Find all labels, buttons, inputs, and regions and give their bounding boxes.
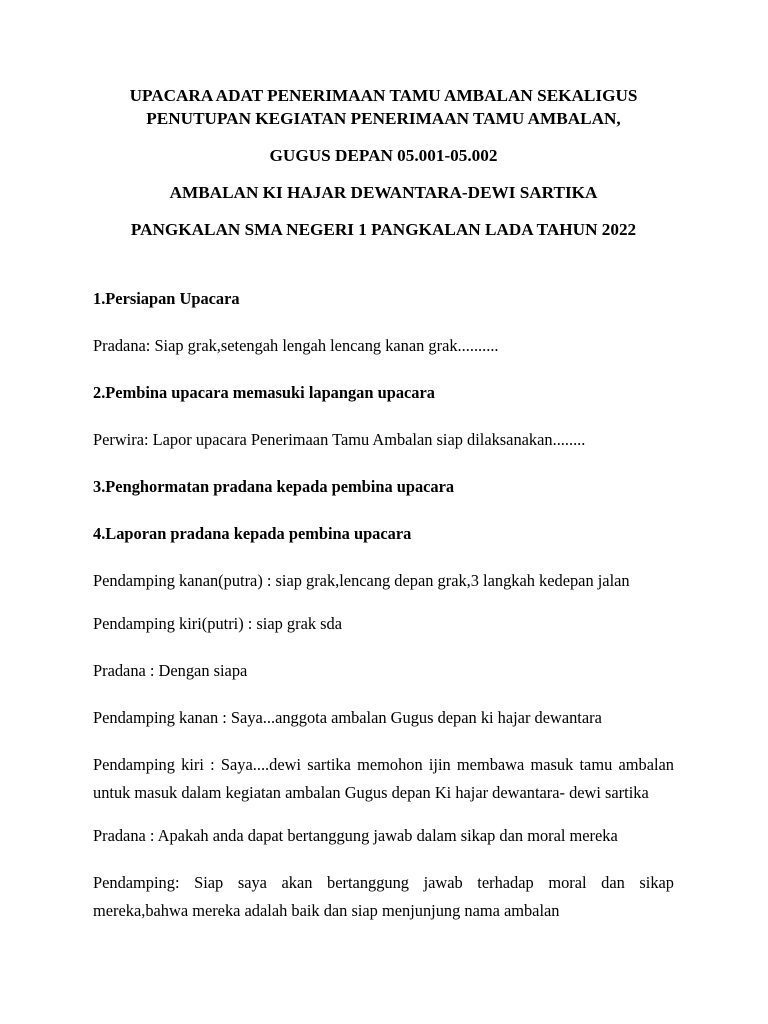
document-body: [93, 285, 674, 925]
paragraph: Pradana : Apakah anda dapat bertanggung jawab dalam sikap dan moral mereka: [93, 826, 618, 845]
title-line-4: AMBALAN KI HAJAR DEWANTARA-DEWI SARTIKA: [169, 183, 598, 202]
paragraph: Pendamping kiri(putri) : siap grak sda: [93, 614, 342, 633]
paragraph: Pendamping kiri : Saya....dewi sartika memohon ijin membawa masuk tamu ambalan untuk masuk dalam kegiatan ambalan Gugus depan Ki hajar dewantara- dewi sartika: [93, 755, 674, 802]
title-line-5: PANGKALAN SMA NEGERI 1 PANGKALAN LADA TAHUN 2022: [130, 220, 637, 239]
title-line-2: PENUTUPAN KEGIATAN PENERIMAAN TAMU AMBALAN,: [146, 109, 621, 128]
paragraph: Perwira: Lapor upacara Penerimaan Tamu Ambalan siap dilaksanakan........: [93, 430, 586, 449]
paragraph: Pendamping: Siap saya akan bertanggung jawab terhadap moral dan sikap mereka,bahwa mereka adalah baik dan siap menjunjung nama ambalan: [93, 873, 674, 920]
section-heading: 4.Laporan pradana kepada pembina upacara: [93, 524, 412, 543]
section-heading: 2.Pembina upacara memasuki lapangan upacara: [93, 383, 435, 402]
paragraph: Pradana: Siap grak,setengah lengah lencang kanan grak..........: [93, 336, 499, 355]
section-heading: 1.Persiapan Upacara: [93, 289, 240, 308]
paragraph: Pendamping kanan(putra) : siap grak,lencang depan grak,3 langkah kedepan jalan: [93, 571, 630, 590]
section-heading: 3.Penghormatan pradana kepada pembina upacara: [93, 477, 455, 496]
paragraph: Pradana : Dengan siapa: [93, 661, 248, 680]
document-title: [93, 84, 674, 241]
title-line-3: GUGUS DEPAN 05.001-05.002: [269, 146, 498, 165]
paragraph: Pendamping kanan : Saya...anggota ambalan Gugus depan ki hajar dewantara: [93, 708, 602, 727]
title-line-1: UPACARA ADAT PENERIMAAN TAMU AMBALAN SEKALIGUS: [129, 86, 638, 105]
